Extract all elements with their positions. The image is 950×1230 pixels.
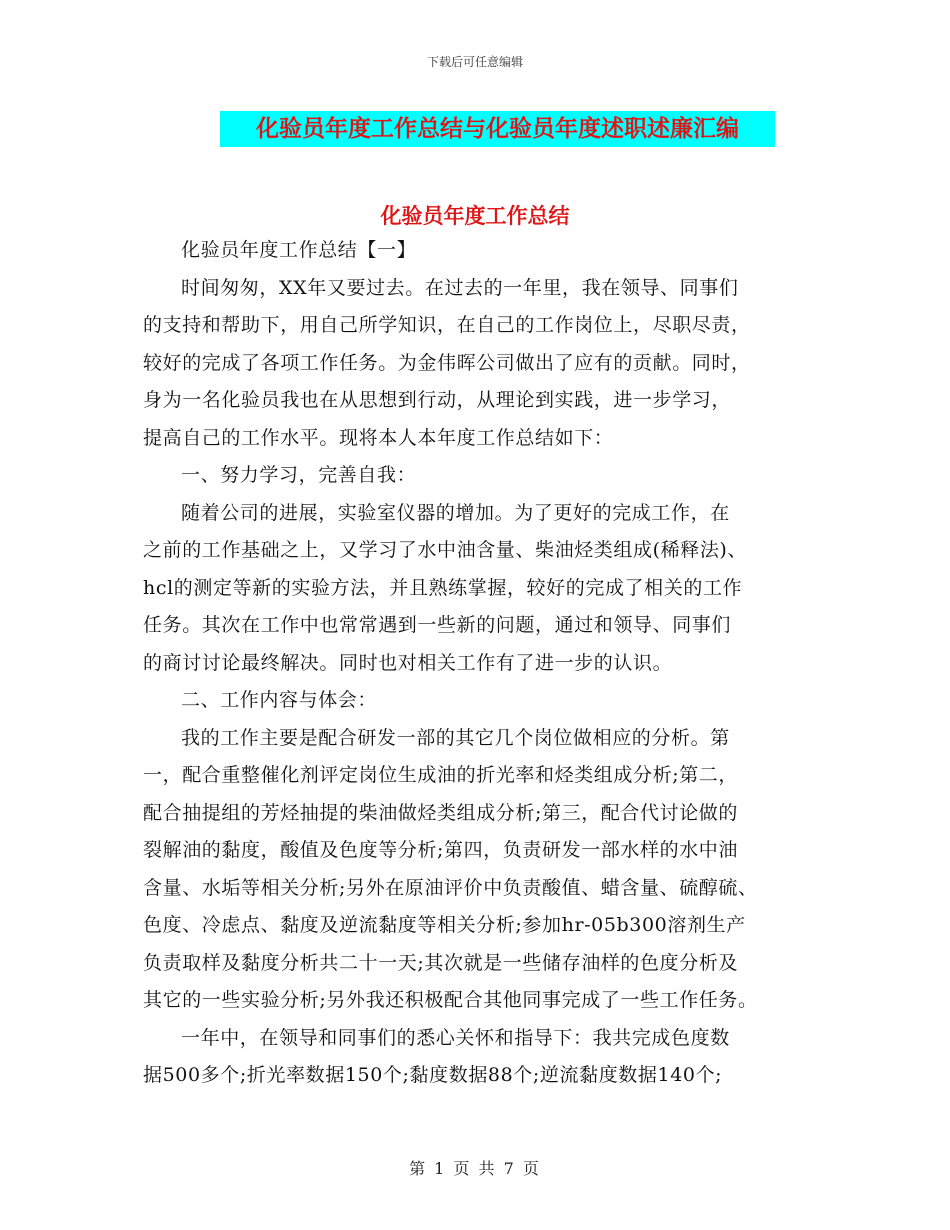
text-line: 一年中，在领导和同事们的悉心关怀和指导下：我共完成色度数 — [181, 1026, 730, 1049]
paragraph-work — [143, 720, 823, 1020]
text-line: 负责取样及黏度分析共二十一天;其次就是一些储存油样的色度分析及 — [143, 951, 739, 974]
subheading-text: 化验员年度工作总结【一】 — [181, 239, 417, 261]
text-line: 提高自己的工作水平。现将本人本年度工作总结如下： — [143, 426, 614, 449]
text-line: 含量、水垢等相关分析;另外在原油评价中负责酸值、蜡含量、硫醇硫、 — [143, 876, 758, 899]
heading-study — [143, 457, 823, 495]
paragraph-summary — [143, 1020, 823, 1095]
text-line: 任务。其次在工作中也常常遇到一些新的问题，通过和领导、同事们 — [143, 614, 732, 636]
text-line: 的支持和帮助下，用自己所学知识，在自己的工作岗位上，尽职尽责， — [143, 314, 751, 336]
text-line: 身为一名化验员我也在从思想到行动，从理论到实践，进一步学习， — [143, 389, 732, 411]
text-line: 其它的一些实验分析;另外我还积极配合其他同事完成了一些工作任务。 — [143, 989, 758, 1011]
text-line: 配合抽提组的芳烃抽提的柴油做烃类组成分析;第三，配合代讨论做的 — [143, 801, 739, 824]
text-line: 之前的工作基础之上，又学习了水中油含量、柴油烃类组成(稀释法)、 — [143, 539, 748, 561]
text-line: 我的工作主要是配合研发一部的其它几个岗位做相应的分析。第 — [181, 726, 730, 749]
text-line: 的商讨讨论最终解决。同时也对相关工作有了进一步的认识。 — [143, 651, 673, 674]
text-line: 二、工作内容与体会： — [181, 689, 378, 711]
document-title: 化验员年度工作总结与化验员年度述职述廉汇编 — [220, 111, 775, 147]
text-line: 一、努力学习，完善自我： — [181, 464, 417, 486]
text-line: 裂解油的黏度，酸值及色度等分析;第四，负责研发一部水样的水中油 — [143, 839, 739, 861]
text-line: hcl的测定等新的实验方法，并且熟练掌握，较好的完成了相关的工作 — [143, 576, 743, 599]
header-note: 下载后可任意编辑 — [426, 55, 523, 69]
paragraph-intro — [143, 270, 823, 458]
document-body — [143, 225, 823, 1095]
text-line: 色度、冷虑点、黏度及逆流黏度等相关分析;参加hr-05b300溶剂生产 — [143, 914, 746, 936]
text-line: 时间匆匆，XX年又要过去。在过去的一年里，我在领导、同事们 — [181, 276, 739, 299]
text-line: 较好的完成了各项工作任务。为金伟晖公司做出了应有的贡献。同时， — [143, 351, 751, 374]
text-line: 随着公司的进展，实验室仪器的增加。为了更好的完成工作，在 — [181, 501, 730, 524]
paragraph-study — [143, 495, 823, 683]
text-line: 一，配合重整催化剂评定岗位生成油的折光率和烃类组成分析;第二， — [143, 764, 739, 786]
section-title: 化验员年度工作总结 — [380, 204, 570, 228]
page-footer: 第 1 页 共 7 页 — [409, 1159, 541, 1178]
heading-work — [143, 682, 823, 720]
subheading — [143, 232, 823, 270]
text-line: 据500多个;折光率数据150个;黏度数据88个;逆流黏度数据140个; — [143, 1064, 723, 1086]
